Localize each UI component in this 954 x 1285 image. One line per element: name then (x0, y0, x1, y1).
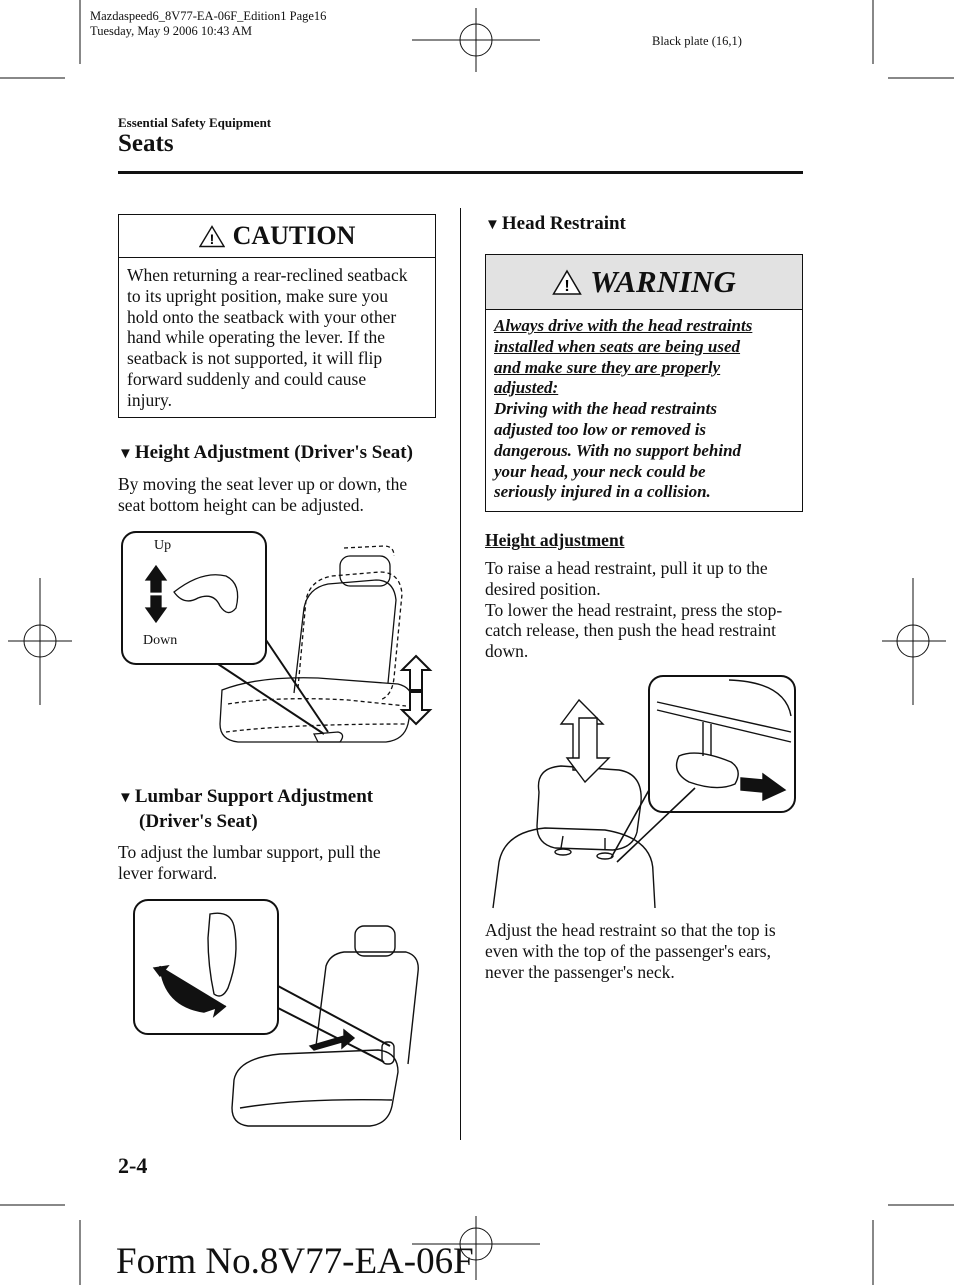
caution-line: seatback is not supported, it will flip (127, 348, 383, 369)
caution-line: When returning a rear-reclined seatback (127, 265, 408, 285)
text-line: Adjust the head restraint so that the top is (485, 920, 776, 940)
text-line: seat bottom height can be adjusted. (118, 494, 364, 515)
warning-line: dangerous. With no support behind (494, 440, 742, 460)
height-adjustment-text (118, 474, 407, 516)
figure-label-down: Down (143, 633, 178, 648)
height-adjustment-subheading: Height adjustment (485, 530, 625, 550)
svg-text:!: ! (564, 277, 570, 295)
head-restraint-note (485, 920, 776, 982)
lumbar-heading (118, 785, 373, 833)
warning-text (486, 310, 802, 503)
warning-line: adjusted too low or removed is (494, 419, 707, 439)
caution-text (119, 258, 435, 411)
print-info (90, 9, 326, 39)
text-line: down. (485, 641, 529, 662)
warning-line: seriously injured in a collision. (494, 482, 711, 502)
svg-text:!: ! (209, 230, 214, 247)
plate-info: Black plate (16,1) (652, 34, 742, 48)
warning-line: adjusted: (494, 378, 559, 398)
figure-label-up: Up (154, 538, 172, 553)
heading-text: Height Adjustment (Driver's Seat) (134, 442, 413, 463)
warning-line: installed when seats are being used (494, 336, 741, 356)
column-divider (460, 208, 461, 1140)
warning-box (485, 254, 803, 512)
print-info-line1: Mazdaspeed6_8V77-EA-06F_Edition1 Page16 (90, 9, 327, 23)
warning-triangle-icon (552, 269, 582, 296)
section-label: Essential Safety Equipment (118, 115, 272, 130)
warning-line: and make sure they are properly (494, 357, 721, 377)
triangle-down-icon: ▼ (118, 790, 133, 806)
warning-line: Always drive with the head restraints (494, 316, 753, 335)
title-rule (118, 171, 803, 174)
page-number: 2-4 (118, 1153, 148, 1178)
caution-box (118, 214, 436, 418)
head-restraint-instructions (485, 558, 782, 662)
text-line: To raise a head restraint, pull it up to the (485, 558, 768, 578)
head-restraint-heading (485, 212, 626, 237)
text-line: To adjust the lumbar support, pull the (118, 842, 381, 862)
caution-line: injury. (127, 389, 173, 410)
head-restraint-illustration (485, 672, 803, 912)
triangle-down-icon: ▼ (118, 446, 133, 462)
text-line: To lower the head restraint, press the stop- (485, 599, 783, 620)
warning-line: your head, your neck could be (494, 461, 706, 481)
text-line: desired position. (485, 578, 601, 599)
text-line: catch release, then push the head restraint (485, 620, 777, 641)
page-title: Seats (118, 130, 174, 157)
caution-label: CAUTION (232, 221, 356, 250)
warning-line: Driving with the head restraints (494, 399, 717, 419)
text-line: By moving the seat lever up or down, the (118, 474, 408, 494)
caution-line: forward suddenly and could cause (127, 368, 367, 389)
height-adjustment-heading (118, 441, 413, 466)
heading-text: Lumbar Support Adjustment (134, 786, 374, 807)
warning-header (486, 255, 802, 310)
lumbar-text (118, 842, 381, 884)
caution-line: to its upright position, make sure you (127, 285, 389, 306)
text-line: even with the top of the passenger's ears, (485, 940, 771, 961)
lumbar-support-illustration (130, 896, 430, 1132)
text-line: never the passenger's neck. (485, 961, 675, 982)
triangle-down-icon: ▼ (485, 217, 500, 233)
caution-header (119, 215, 435, 258)
warning-label: WARNING (590, 264, 736, 299)
print-info-line2: Tuesday, May 9 2006 10:43 AM (90, 24, 252, 38)
heading-text: (Driver's Seat) (139, 811, 258, 832)
form-number: Form No.8V77-EA-06F (116, 1241, 474, 1282)
warning-triangle-icon (199, 225, 225, 248)
caution-line: hand while operating the lever. If the (127, 327, 386, 348)
text-line: lever forward. (118, 862, 218, 883)
heading-text: Head Restraint (501, 213, 626, 234)
caution-line: hold onto the seatback with your other (127, 306, 397, 327)
